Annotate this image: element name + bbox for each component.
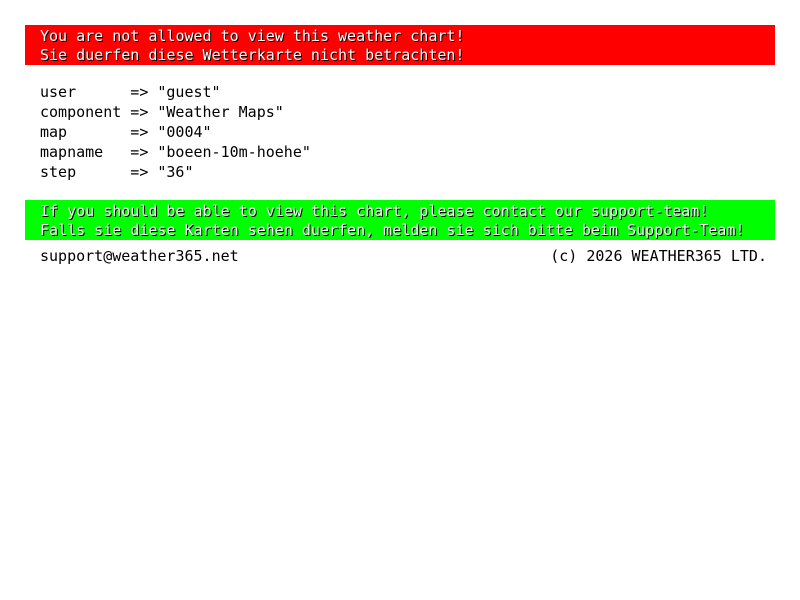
param-key: map bbox=[40, 123, 68, 141]
param-arrow: => bbox=[130, 83, 149, 101]
param-key: user bbox=[40, 83, 77, 101]
support-email: support@weather365.net bbox=[40, 247, 239, 265]
error-banner-line-english: You are not allowed to view this weather chart! bbox=[40, 27, 465, 45]
param-key: component bbox=[40, 103, 122, 121]
param-row-mapname bbox=[40, 142, 800, 162]
param-arrow: => bbox=[130, 103, 149, 121]
param-row-user bbox=[40, 82, 800, 102]
param-value: "Weather Maps" bbox=[157, 103, 284, 121]
support-banner-line-english: If you should be able to view this chart, please contact our support-team! bbox=[40, 202, 709, 220]
request-parameters bbox=[40, 82, 800, 182]
copyright-text: (c) 2026 WEATHER365 LTD. bbox=[550, 247, 767, 265]
error-banner bbox=[25, 25, 775, 65]
param-arrow: => bbox=[130, 143, 149, 161]
footer bbox=[40, 246, 767, 266]
param-value: "0004" bbox=[157, 123, 212, 141]
param-row-step bbox=[40, 162, 800, 182]
param-value: "boeen-10m-hoehe" bbox=[157, 143, 311, 161]
error-banner-line-german: Sie duerfen diese Wetterkarte nicht betrachten! bbox=[40, 46, 465, 64]
param-key: step bbox=[40, 163, 77, 181]
param-value: "guest" bbox=[157, 83, 221, 101]
param-key: mapname bbox=[40, 143, 104, 161]
param-arrow: => bbox=[130, 123, 149, 141]
support-banner-line-german: Falls sie diese Karten sehen duerfen, melden sie sich bitte beim Support-Team! bbox=[40, 221, 745, 239]
param-value: "36" bbox=[157, 163, 194, 181]
param-row-map bbox=[40, 122, 800, 142]
param-row-component bbox=[40, 102, 800, 122]
param-arrow: => bbox=[130, 163, 149, 181]
support-banner bbox=[25, 200, 775, 240]
